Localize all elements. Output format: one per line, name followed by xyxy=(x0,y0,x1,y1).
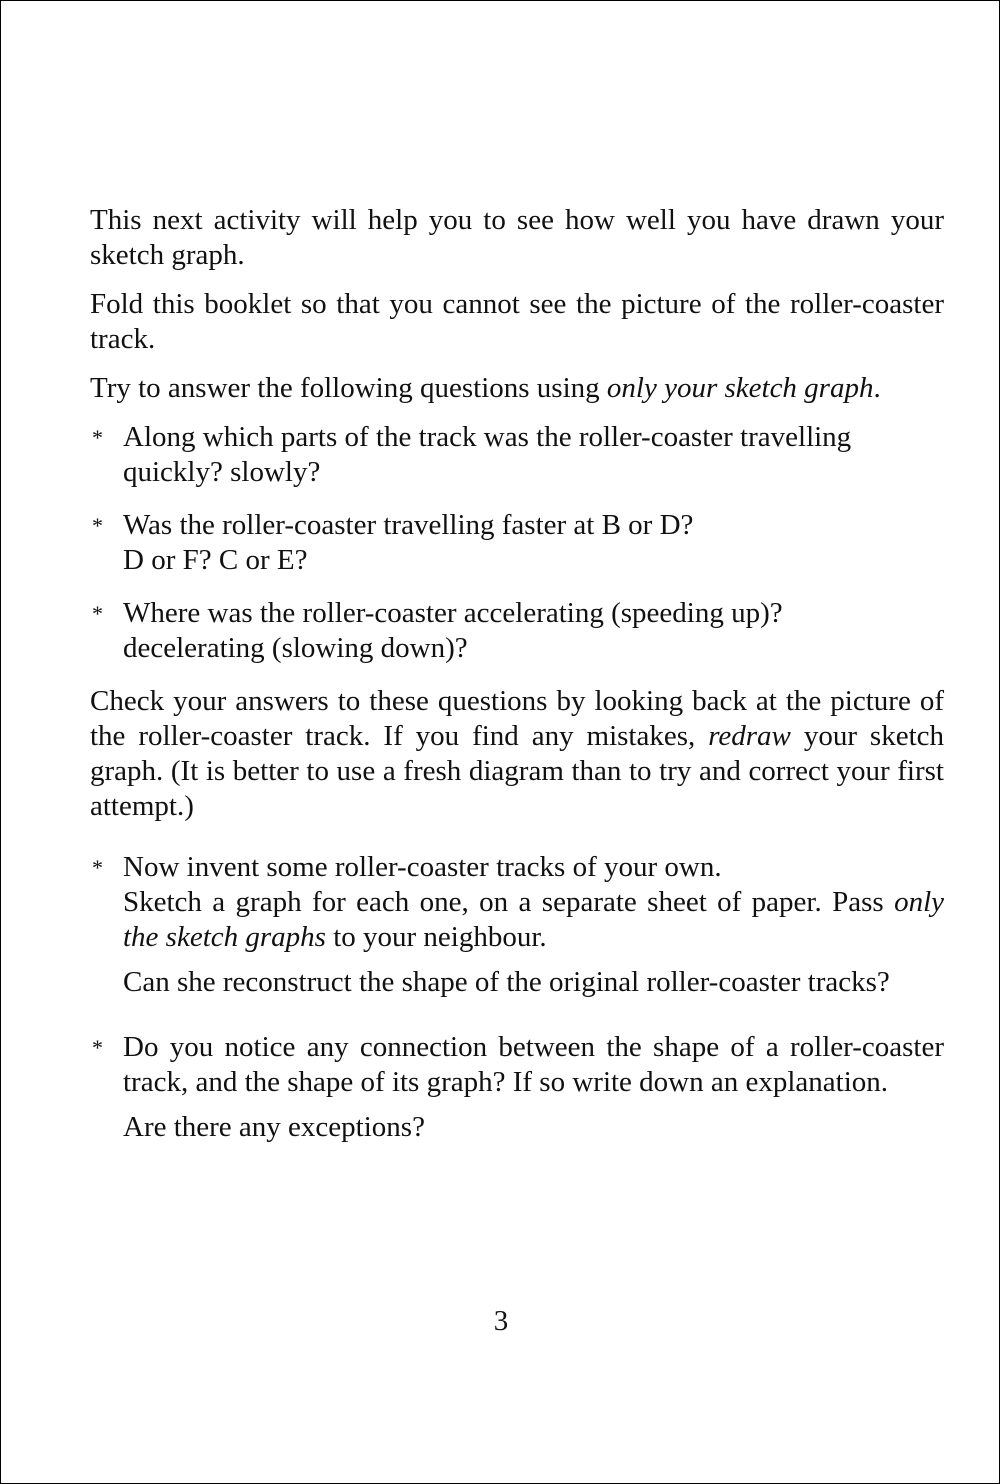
try-answer-text: Try to answer the following questions using xyxy=(90,372,607,404)
bullet-asterisk: * xyxy=(92,425,103,450)
bullet-asterisk: * xyxy=(92,855,103,880)
check-text-start: Check your answers to these questions by looking back at the picture of the roller-coaster track. If you find any mistakes, xyxy=(90,685,944,752)
question-line: D or F? C or E? xyxy=(123,544,308,576)
question-item xyxy=(90,508,944,578)
question-item xyxy=(90,596,944,666)
question-line: Was the roller-coaster travelling faster at B or D? xyxy=(123,509,694,541)
reconstruct-question: Can she reconstruct the shape of the original roller-coaster tracks? xyxy=(123,966,890,998)
question-item xyxy=(90,420,944,490)
question-line: Along which parts of the track was the roller-coaster travelling xyxy=(123,421,852,453)
connection-question: Do you notice any connection between the shape of a roller-coaster track, and the shape of its graph? If so write down an explanation. xyxy=(123,1031,944,1098)
try-answer-emphasis: only your sketch graph xyxy=(606,372,874,404)
try-answer-paragraph xyxy=(90,371,944,406)
bullet-asterisk: * xyxy=(92,601,103,626)
check-emphasis: redraw xyxy=(708,720,791,752)
invent-line: Now invent some roller-coaster tracks of your own. xyxy=(123,851,722,883)
question-line: quickly? slowly? xyxy=(123,456,321,488)
activity-list xyxy=(90,850,944,1145)
exceptions-question: Are there any exceptions? xyxy=(123,1111,425,1143)
fold-instruction-paragraph: Fold this booklet so that you cannot see the picture of the roller-coaster track. xyxy=(90,288,944,355)
sketch-text-end: to your neighbour. xyxy=(325,921,547,953)
sketch-emphasis: only the sketch graphs xyxy=(123,886,944,953)
question-list xyxy=(90,420,944,666)
check-text-end: your sketch graph. (It is better to use a fresh diagram than to try and correct your first attempt.) xyxy=(90,720,945,822)
sketch-instruction xyxy=(123,885,944,955)
sketch-text: Sketch a graph for each one, on a separate sheet of paper. Pass xyxy=(123,886,895,918)
connection-item xyxy=(90,1030,944,1145)
intro-paragraph: This next activity will help you to see how well you have drawn your sketch graph. xyxy=(90,204,944,271)
bullet-asterisk: * xyxy=(92,513,103,538)
try-answer-end: . xyxy=(873,372,881,404)
check-answers-paragraph xyxy=(90,684,944,824)
bullet-asterisk: * xyxy=(92,1035,103,1060)
invent-tracks-item xyxy=(90,850,944,1000)
page-number: 3 xyxy=(493,1305,509,1337)
question-line: decelerating (slowing down)? xyxy=(123,632,468,664)
question-line: Where was the roller-coaster accelerating (speeding up)? xyxy=(123,597,783,629)
page-content xyxy=(90,203,944,1163)
